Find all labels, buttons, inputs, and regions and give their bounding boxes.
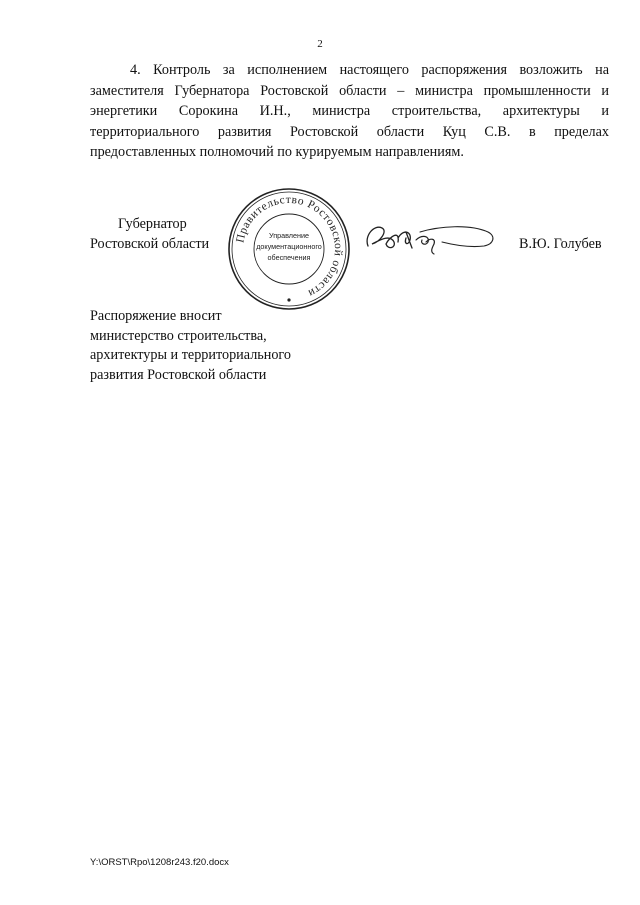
position-title — [90, 214, 209, 254]
control-paragraph: 4. Контроль за исполнением настоящего распоряжения возложить на заместителя Губернатора Ростовской области – министра промышленности и энергетики Сорокина И.Н., министра строительства, архитектуры и территориального развития Ростовской области Куц С.В. в пределах предоставленных полномочий по курируемым направлениям. — [90, 62, 609, 160]
seal-dot-icon — [287, 298, 290, 301]
file-path: Y:\ORST\Rpo\1208r243.f20.docx — [90, 857, 229, 868]
signer-name: В.Ю. Голубев — [519, 236, 602, 252]
seal-outer-text: Правительство Ростовской области — [234, 193, 345, 300]
submitter-line4: развития Ростовской области — [90, 366, 267, 383]
submitter-line2: министерство строительства, — [90, 327, 267, 344]
seal-inner-line2: документационного — [256, 242, 322, 251]
seal-inner-line1: Управление — [269, 231, 309, 240]
submitter-line1: Распоряжение вносит — [90, 308, 222, 324]
position-title-line2: Ростовской области — [90, 236, 210, 252]
page-number: 2 — [317, 38, 323, 50]
signature-block — [0, 180, 640, 310]
seal-inner-line3: обеспечения — [267, 253, 311, 262]
official-seal — [226, 186, 352, 312]
position-title-line1: Губернатор — [118, 216, 187, 232]
submitter-note — [90, 307, 291, 385]
submitter-line3: архитектуры и территориального — [90, 347, 291, 363]
handwritten-signature — [360, 218, 500, 258]
